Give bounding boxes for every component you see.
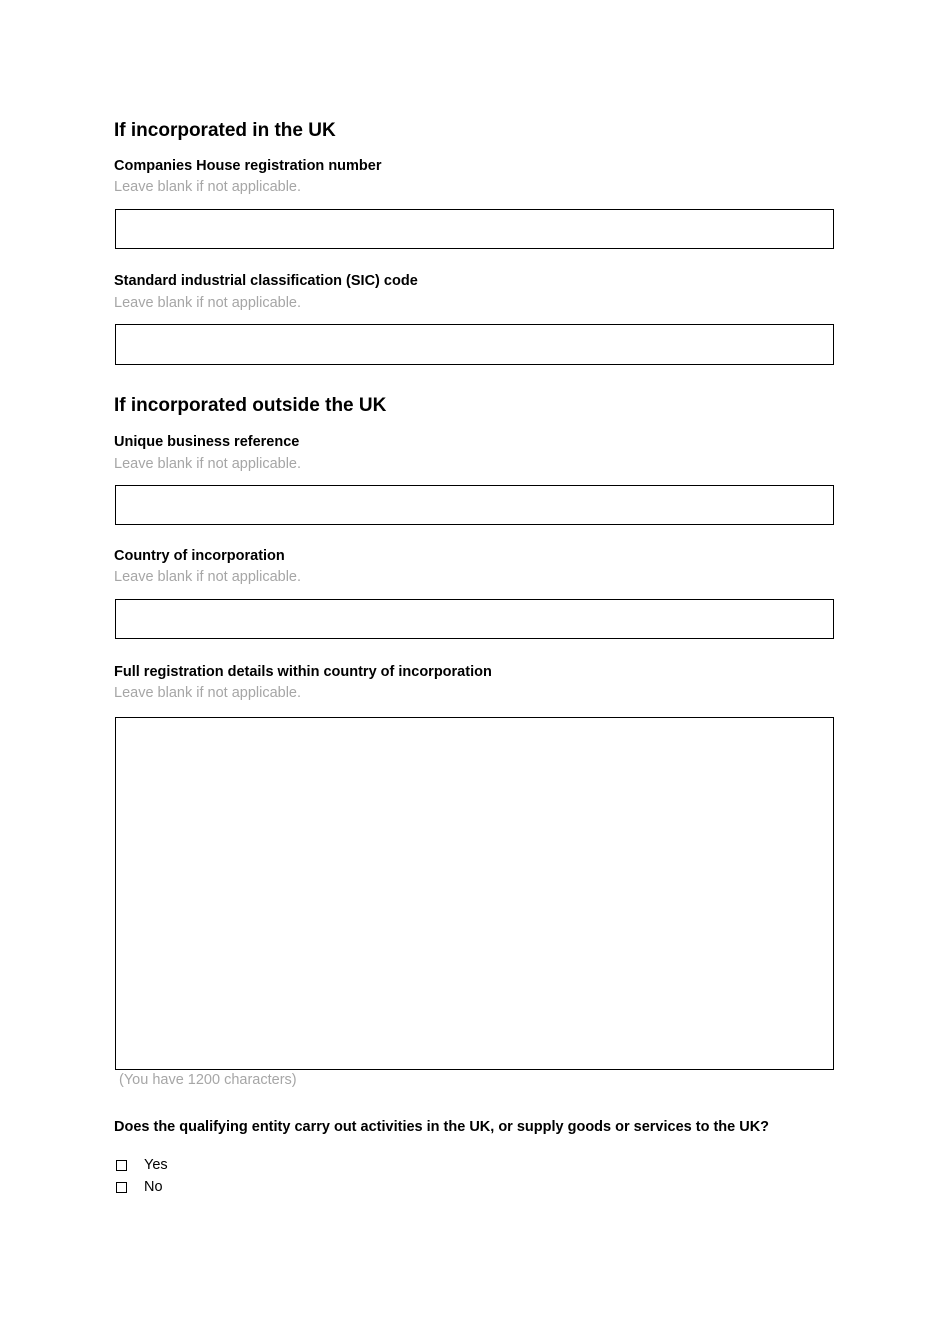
unique-business-reference-hint: Leave blank if not applicable. (114, 456, 302, 472)
registration-details-textarea[interactable] (115, 717, 834, 1070)
sic-code-hint: Leave blank if not applicable. (114, 295, 302, 311)
sic-code-label: Standard industrial classification (SIC) code (114, 273, 418, 289)
sic-code-input[interactable] (115, 324, 834, 365)
companies-house-number-input[interactable] (115, 209, 834, 249)
unique-business-reference-input[interactable] (115, 485, 834, 525)
character-count: (You have 1200 characters) (119, 1072, 297, 1088)
country-of-incorporation-label: Country of incorporation (114, 548, 285, 564)
uk-section-heading: If incorporated in the UK (114, 120, 336, 141)
registration-details-label: Full registration details within country of incorporation (114, 664, 492, 680)
companies-house-number-hint: Leave blank if not applicable. (114, 179, 302, 195)
country-of-incorporation-hint: Leave blank if not applicable. (114, 569, 302, 585)
yes-label: Yes (144, 1157, 168, 1173)
registration-details-hint: Leave blank if not applicable. (114, 685, 302, 701)
yes-checkbox[interactable] (116, 1160, 127, 1171)
option-yes[interactable] (116, 1159, 196, 1177)
outside-uk-section-heading: If incorporated outside the UK (114, 395, 387, 416)
no-label: No (144, 1179, 163, 1195)
option-no[interactable] (116, 1181, 196, 1199)
unique-business-reference-label: Unique business reference (114, 434, 300, 450)
no-checkbox[interactable] (116, 1182, 127, 1193)
country-of-incorporation-input[interactable] (115, 599, 834, 639)
companies-house-number-label: Companies House registration number (114, 158, 382, 174)
uk-activities-question: Does the qualifying entity carry out activities in the UK, or supply goods or services to the UK? (114, 1119, 770, 1135)
